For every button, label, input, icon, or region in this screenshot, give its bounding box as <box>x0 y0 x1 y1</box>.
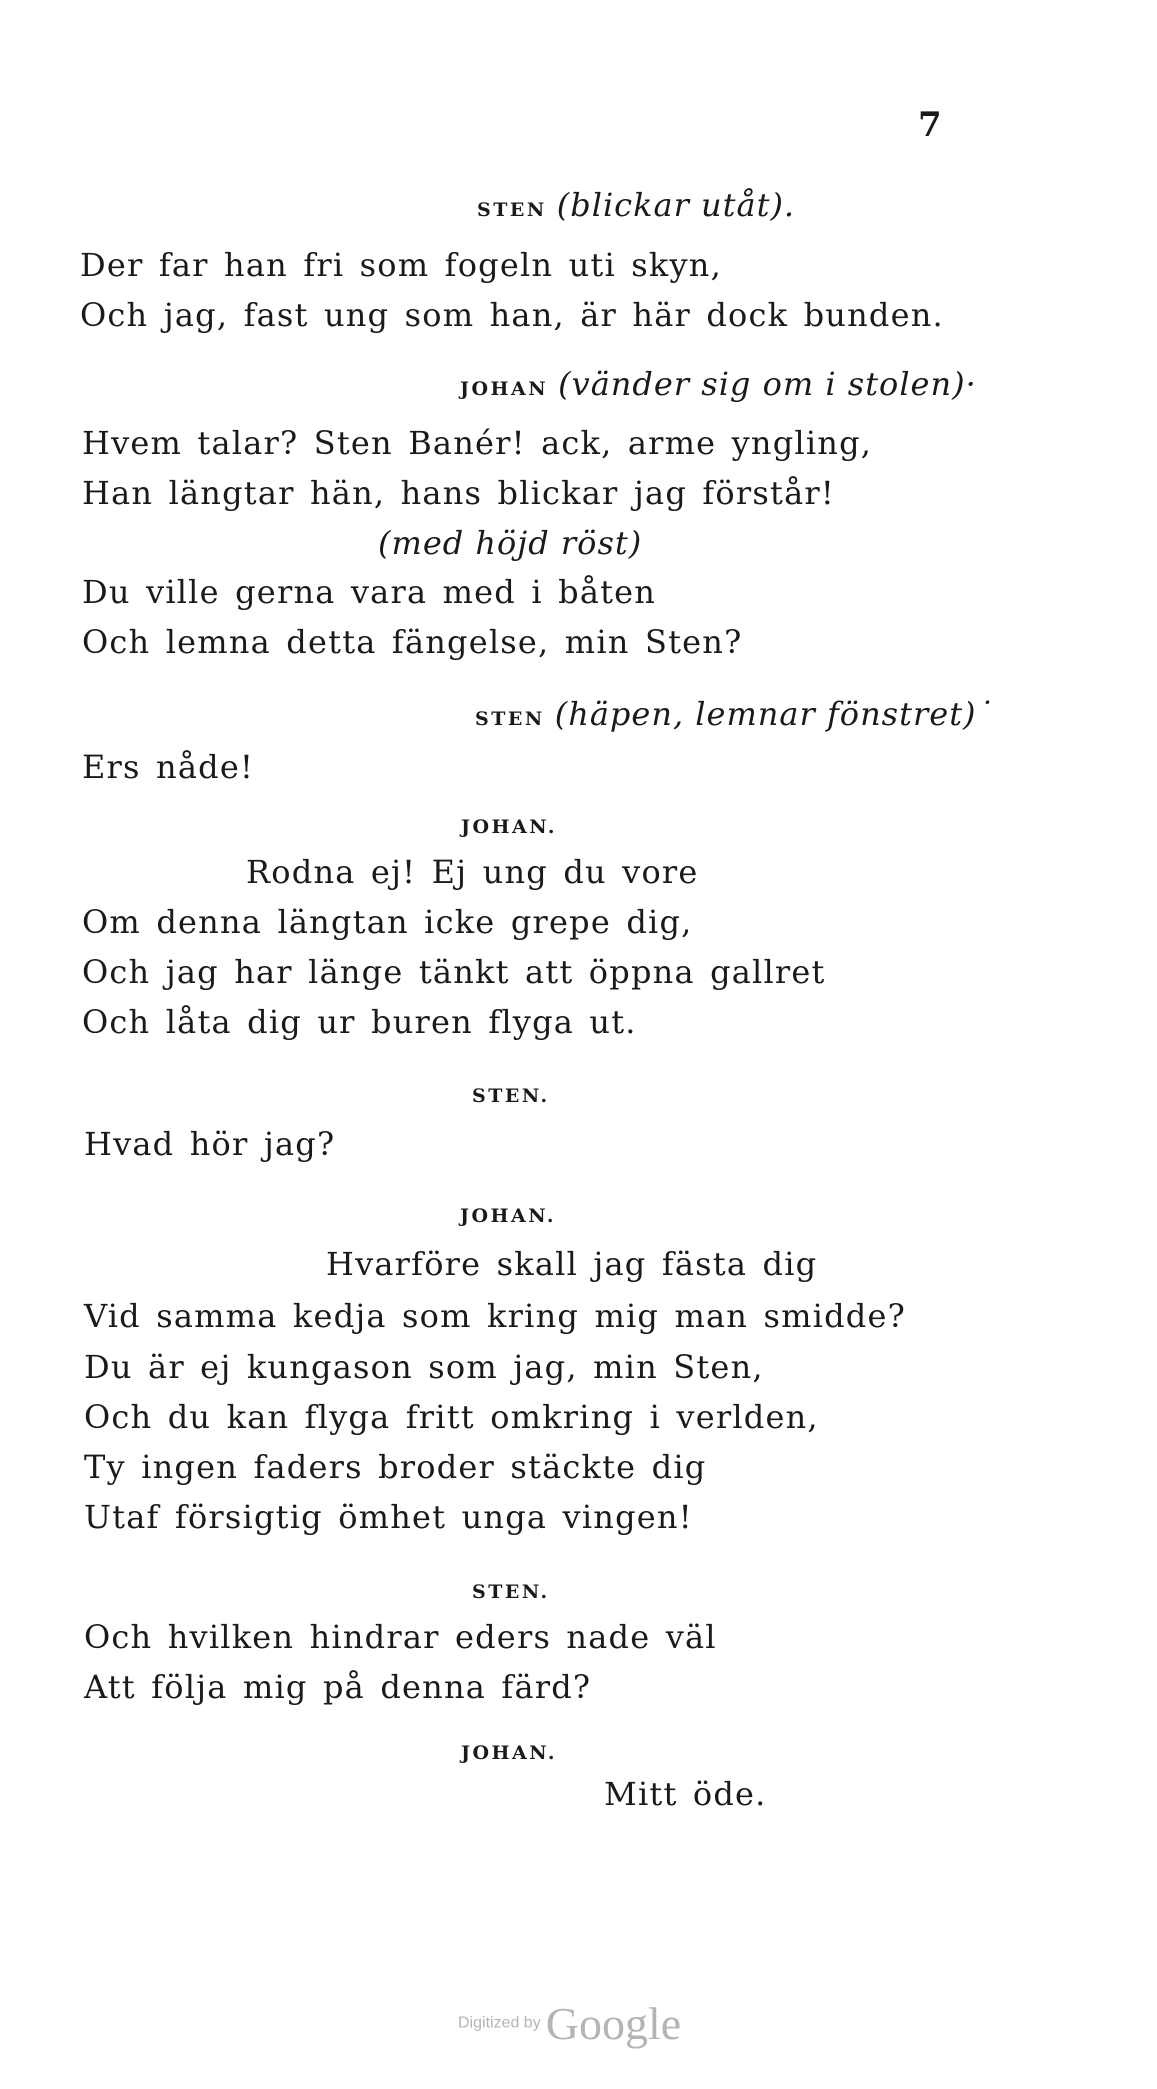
verse-line: Mitt öde. <box>604 1775 767 1813</box>
verse-line: Hvad hör jag? <box>84 1125 336 1163</box>
speaker-sten-3 <box>472 1081 550 1108</box>
speaker-name: JOHAN. <box>460 1205 557 1227</box>
verse-line: Der far han fri som fogeln uti skyn, <box>80 246 722 284</box>
speaker-name: STEN <box>477 199 547 221</box>
speaker-name: JOHAN. <box>461 816 558 838</box>
verse-line: Rodna ej! Ej ung du vore <box>246 853 699 891</box>
verse-line: Om denna längtan icke grepe dig, <box>82 903 693 941</box>
speaker-name: STEN. <box>472 1581 550 1603</box>
verse-line: Du ville gerna vara med i båten <box>82 573 657 611</box>
verse-line: Att följa mig på denna färd? <box>84 1668 592 1706</box>
verse-line: Och låta dig ur buren flyga ut. <box>82 1003 637 1041</box>
stage-direction: (vänder sig om i stolen)· <box>558 365 977 403</box>
speaker-sten-2 <box>475 695 994 733</box>
speaker-sten-4 <box>472 1577 550 1604</box>
speaker-johan-2 <box>461 812 557 839</box>
speaker-johan-1 <box>460 365 977 403</box>
digitized-by-label: Digitized by <box>458 2014 541 2032</box>
speaker-name: JOHAN <box>460 378 549 400</box>
verse-line: Och hvilken hindrar eders nade väl <box>84 1618 717 1656</box>
verse-line: Han längtar hän, hans blickar jag förstår! <box>82 474 835 512</box>
page-number: 7 <box>918 105 942 145</box>
verse-line: Och jag, fast ung som han, är här dock bunden. <box>80 296 944 334</box>
verse-line: Hvarföre skall jag fästa dig <box>326 1245 818 1283</box>
verse-line: Ty ingen faders broder stäckte dig <box>84 1448 707 1486</box>
speaker-sten-1 <box>477 186 795 224</box>
speaker-johan-4 <box>461 1738 557 1765</box>
verse-line: Hvem talar? Sten Banér! ack, arme yngling, <box>82 424 873 462</box>
verse-line: Och lemna detta fängelse, min Sten? <box>82 623 743 661</box>
speaker-name: STEN. <box>472 1085 550 1107</box>
verse-line: Och du kan flyga fritt omkring i verlden, <box>84 1398 819 1436</box>
speaker-name: STEN <box>475 708 545 730</box>
stage-direction: (häpen, lemnar fönstret)˙ <box>554 695 994 733</box>
google-logo: Google <box>545 1998 682 2049</box>
verse-line: Och jag har länge tänkt att öppna gallret <box>82 953 826 991</box>
verse-line: Utaf försigtig ömhet unga vingen! <box>84 1498 693 1536</box>
speaker-johan-3 <box>460 1201 556 1228</box>
verse-line: Vid samma kedja som kring mig man smidde? <box>84 1297 906 1335</box>
digitized-watermark <box>458 1997 681 2050</box>
verse-line: Ers nåde! <box>82 748 255 786</box>
stage-direction: (blickar utåt). <box>556 186 796 224</box>
speaker-name: JOHAN. <box>461 1742 558 1764</box>
verse-line: Du är ej kungason som jag, min Sten, <box>84 1348 764 1386</box>
stage-direction: (med höjd röst) <box>378 524 643 562</box>
